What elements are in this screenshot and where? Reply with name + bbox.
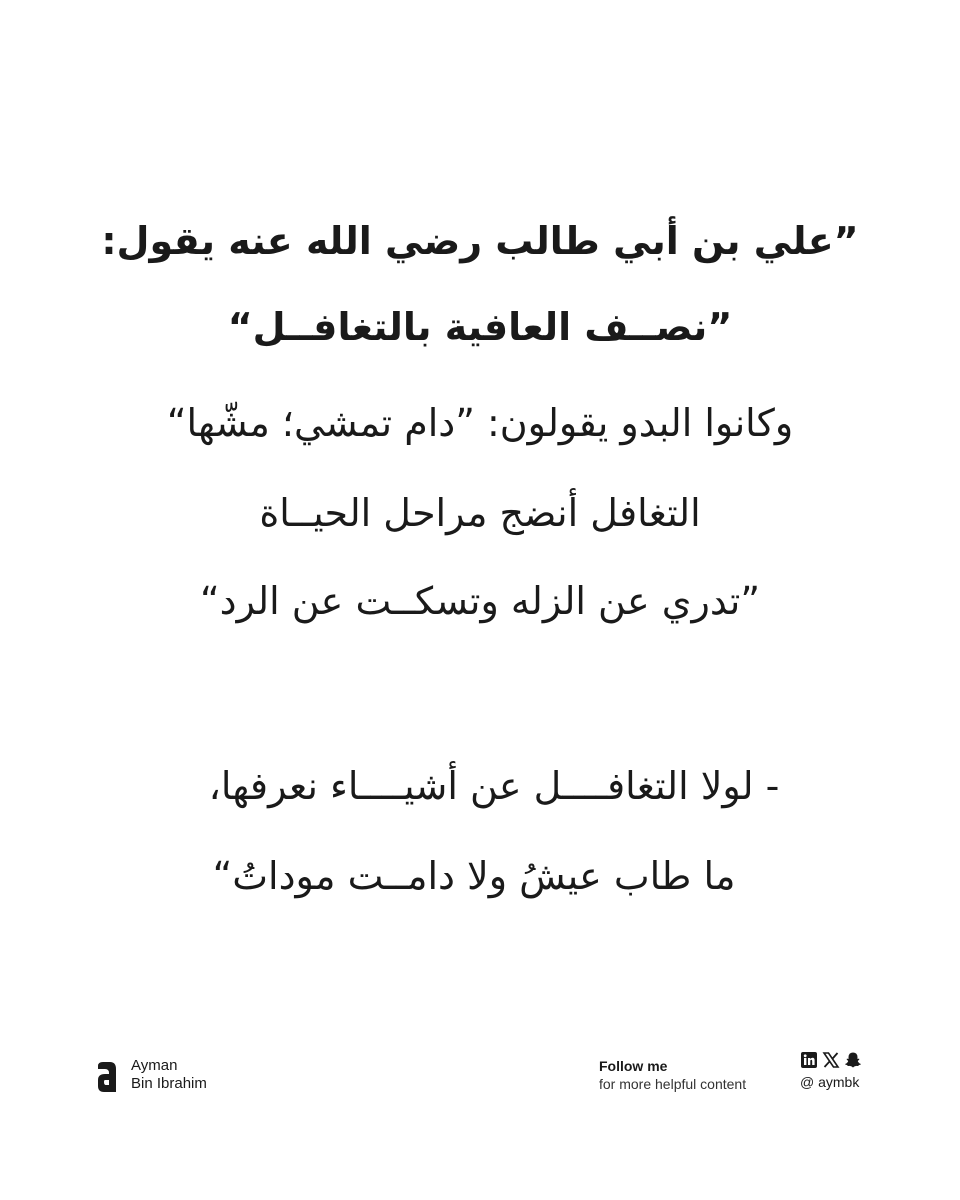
social-block [800, 1050, 870, 1090]
poem-line-1: - لولا التغافــــل عن أشيــــاء نعرفها، [208, 764, 780, 808]
social-icons [800, 1050, 862, 1070]
follow-block [599, 1057, 746, 1093]
follow-subtitle: for more helpful content [599, 1076, 747, 1092]
quote-line-1: ”علي بن أبي طالب رضي الله عنه يقول: [101, 219, 859, 263]
ayman-logo-icon [96, 1060, 118, 1094]
brand-name-line-1: Ayman [131, 1057, 178, 1074]
quote-line-3: وكانوا البدو يقولون: ”دام تمشي؛ مشّها“ [166, 401, 794, 445]
follow-title: Follow me [599, 1058, 668, 1074]
poem-line-2: ما طاب عيشُ ولا دامــت موداتُ“ [212, 854, 736, 898]
quote-line-5: ”تدري عن الزله وتسكــت عن الرد“ [199, 579, 761, 623]
quote-line-4: التغافل أنضج مراحل الحيــاة [259, 491, 701, 535]
quote-line-2: ”نصــف العافية بالتغافــل“ [227, 305, 733, 349]
linkedin-icon[interactable] [800, 1051, 818, 1069]
brand-name-line-2: Bin Ibrahim [131, 1075, 207, 1092]
brand-name [131, 1057, 207, 1093]
social-handle[interactable]: @ aymbk [800, 1074, 860, 1090]
snapchat-icon[interactable] [844, 1051, 862, 1069]
x-icon[interactable] [822, 1051, 840, 1069]
